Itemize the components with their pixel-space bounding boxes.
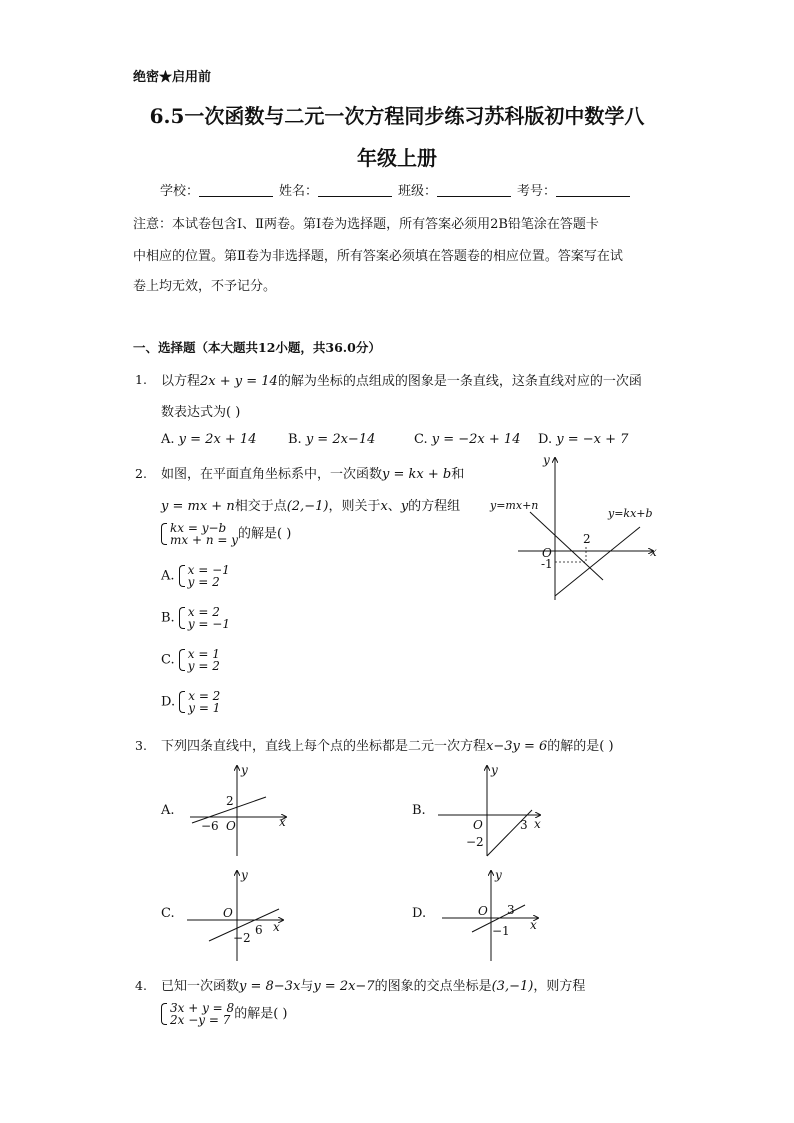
q4-line1 — [161, 975, 585, 994]
q2-var-y: y — [400, 499, 409, 514]
q3-option-d-graph[interactable] — [440, 865, 550, 965]
q4-sys-row2: 2x −y = 7 — [170, 1013, 231, 1027]
q3-line1 — [161, 735, 614, 754]
q3-text-b: 的解的是( ) — [547, 739, 614, 754]
q2-var-x: x — [380, 499, 388, 514]
q1-text-a: 以方程 — [161, 374, 201, 389]
q2-number: 2. — [135, 466, 147, 481]
q3b-y-label: y — [491, 763, 498, 777]
q2-line3 — [161, 522, 291, 546]
q3c-origin: O — [223, 906, 233, 920]
q2-option-a-letter: A. — [161, 568, 175, 584]
q2-option-c-r2: y = 2 — [187, 659, 220, 673]
q2-option-c[interactable] — [161, 648, 220, 672]
q2-graph-origin: O — [542, 546, 552, 560]
q1-option-a-letter: A. — [161, 432, 175, 447]
page-title-line2: 年级上册 — [357, 146, 437, 170]
q1-option-c-letter: C. — [414, 432, 428, 447]
page-title-line1: 6.5一次函数与二元一次方程同步练习苏科版初中数学八 — [149, 104, 645, 128]
class-blank[interactable] — [437, 184, 511, 197]
q2-equation1: y = kx + b — [382, 467, 452, 482]
q3c-x-label: x — [273, 920, 280, 934]
q2-point: (2,−1) — [286, 499, 329, 514]
q1-line1 — [161, 370, 642, 389]
q3-equation: x−3y = 6 — [486, 739, 548, 754]
q1-equation: 2x + y = 14 — [200, 374, 278, 389]
q2-graph-x-label: x — [650, 545, 657, 559]
name-blank[interactable] — [318, 184, 392, 197]
q3-option-a-letter[interactable]: A. — [161, 803, 175, 818]
q2-option-b-system — [179, 606, 230, 630]
q2-graph-y-label: y — [543, 453, 550, 467]
notice-line3: 卷上均无效，不予记分。 — [133, 279, 277, 294]
q4-point: (3,−1) — [491, 979, 534, 994]
q2-line-kxb — [555, 527, 640, 596]
q4-line2-tail: 的解是( ) — [234, 1006, 288, 1022]
q2-option-d[interactable] — [161, 690, 220, 714]
q3c-tick1: 6 — [255, 923, 263, 937]
q4-number: 4. — [135, 978, 147, 993]
q3d-origin: O — [478, 904, 488, 918]
q2-text-a: 如图，在平面直角坐标系中，一次函数 — [161, 467, 383, 482]
confidential-label: 绝密★启用前 — [133, 70, 212, 85]
q4-equation1: y = 8−3x — [239, 979, 301, 994]
q1-option-b-text: y = 2x−14 — [305, 432, 376, 447]
q2-option-b[interactable] — [161, 606, 230, 630]
q3d-y-label: y — [495, 868, 502, 882]
q2-text-f: 的方程组 — [408, 499, 461, 514]
q4-text-a: 已知一次函数 — [161, 979, 240, 994]
q1-option-d-letter: D. — [538, 432, 553, 447]
q2-option-b-r2: y = −1 — [187, 617, 230, 631]
q3a-tick1: 2 — [226, 794, 234, 808]
q4-equation-system — [161, 1002, 234, 1026]
q2-option-d-system — [179, 690, 220, 714]
q3a-x-label: x — [279, 815, 286, 829]
q3c-y-label: y — [241, 868, 248, 882]
q3a-tick2: −6 — [201, 819, 219, 833]
class-label: 班级： — [398, 184, 438, 199]
notice-line1: 注意：本试卷包含Ⅰ、Ⅱ两卷。第Ⅰ卷为选择题，所有答案必须用2B铅笔涂在答题卡 — [133, 217, 599, 232]
q1-option-a[interactable] — [161, 432, 256, 447]
q2-sys-row2: mx + n = y — [170, 533, 239, 547]
student-info-row — [160, 180, 636, 199]
q2-option-c-r1: x = 1 — [187, 647, 220, 661]
q2-graph-tick-x: 2 — [583, 532, 591, 546]
q1-line2: 数表达式为( ) — [161, 405, 241, 420]
exam-no-blank[interactable] — [556, 184, 630, 197]
q2-line2 — [161, 495, 460, 514]
q2-text-d: ，则关于 — [328, 499, 381, 514]
q3d-tick2: −1 — [492, 924, 510, 938]
q2-option-b-r1: x = 2 — [187, 605, 220, 619]
q2-sys-row1: kx = y−b — [170, 521, 227, 535]
notice-line2: 中相应的位置。第Ⅱ卷为非选择题，所有答案必须填在答题卷的相应位置。答案写在试 — [133, 249, 623, 264]
q2-option-c-system — [179, 648, 220, 672]
q3-option-c-letter[interactable]: C. — [161, 906, 175, 921]
q2-graph-tick-y: -1 — [541, 557, 553, 571]
q1-option-c[interactable] — [414, 432, 520, 447]
q2-text-c: 相交于点 — [234, 499, 287, 514]
q3-option-c-graph[interactable] — [185, 865, 295, 965]
q2-graph-label-mxn: y=mx+n — [490, 499, 539, 512]
school-blank[interactable] — [199, 184, 273, 197]
q3-option-a-graph[interactable] — [188, 760, 298, 860]
q1-option-c-text: y = −2x + 14 — [431, 432, 521, 447]
q2-line1 — [161, 463, 464, 482]
q2-option-a-r2: y = 2 — [187, 575, 220, 589]
q1-option-a-text: y = 2x + 14 — [178, 432, 257, 447]
q4-text-c: 的图象的交点坐标是 — [374, 979, 492, 994]
q3a-origin: O — [226, 819, 236, 833]
q2-equation-system — [161, 522, 238, 546]
q3-text-a: 下列四条直线中，直线上每个点的坐标都是二元一次方程 — [161, 739, 487, 754]
q3-option-b-letter[interactable]: B. — [412, 803, 426, 818]
q1-option-b[interactable] — [288, 432, 375, 447]
q2-option-b-letter: B. — [161, 610, 175, 626]
q2-option-d-letter: D. — [161, 694, 176, 710]
q3b-x-label: x — [534, 817, 541, 831]
q1-option-d-text: y = −x + 7 — [556, 432, 629, 447]
q3a-y-label: y — [241, 763, 248, 777]
q3-number: 3. — [135, 738, 147, 753]
q2-graph-label-kxb: y=kx+b — [608, 507, 653, 520]
q2-option-d-r2: y = 1 — [188, 701, 221, 715]
q2-option-a-system — [179, 564, 230, 588]
q2-option-d-r1: x = 2 — [188, 689, 221, 703]
school-label: 学校： — [160, 184, 200, 199]
q2-text-b: 和 — [451, 467, 465, 482]
q4-text-d: ，则方程 — [533, 979, 586, 994]
q2-option-a[interactable] — [161, 564, 230, 588]
q2-text-e: 、 — [387, 499, 401, 514]
q3b-line — [487, 810, 532, 856]
q3c-tick2: −2 — [233, 931, 251, 945]
q3-option-d-letter[interactable]: D. — [412, 906, 427, 921]
q3b-tick1: 3 — [520, 818, 528, 832]
q1-option-b-letter: B. — [288, 432, 302, 447]
q2-line3-tail: 的解是( ) — [238, 526, 292, 542]
q2-equation2: y = mx + n — [161, 499, 235, 514]
q1-number: 1. — [135, 372, 147, 387]
q3b-tick2: −2 — [466, 835, 484, 849]
q4-line2 — [161, 1002, 287, 1026]
q4-text-b: 与 — [300, 979, 314, 994]
q2-option-c-letter: C. — [161, 652, 175, 668]
section-heading: 一、选择题（本大题共12小题，共36.0分） — [133, 340, 381, 355]
q3d-x-label: x — [530, 918, 537, 932]
q1-text-b: 的解为坐标的点组成的图象是一条直线，这条直线对应的一次函 — [277, 374, 642, 389]
q4-sys-row1: 3x + y = 8 — [170, 1001, 235, 1015]
q2-graph — [488, 450, 668, 605]
q4-equation2: y = 2x−7 — [313, 979, 375, 994]
q2-option-a-r1: x = −1 — [187, 563, 230, 577]
name-label: 姓名： — [279, 184, 319, 199]
q3b-origin: O — [473, 818, 483, 832]
q3-option-b-graph[interactable] — [436, 760, 546, 860]
exam-no-label: 考号： — [517, 184, 557, 199]
q3d-tick1: 3 — [507, 903, 515, 917]
q1-option-d[interactable] — [538, 432, 628, 447]
